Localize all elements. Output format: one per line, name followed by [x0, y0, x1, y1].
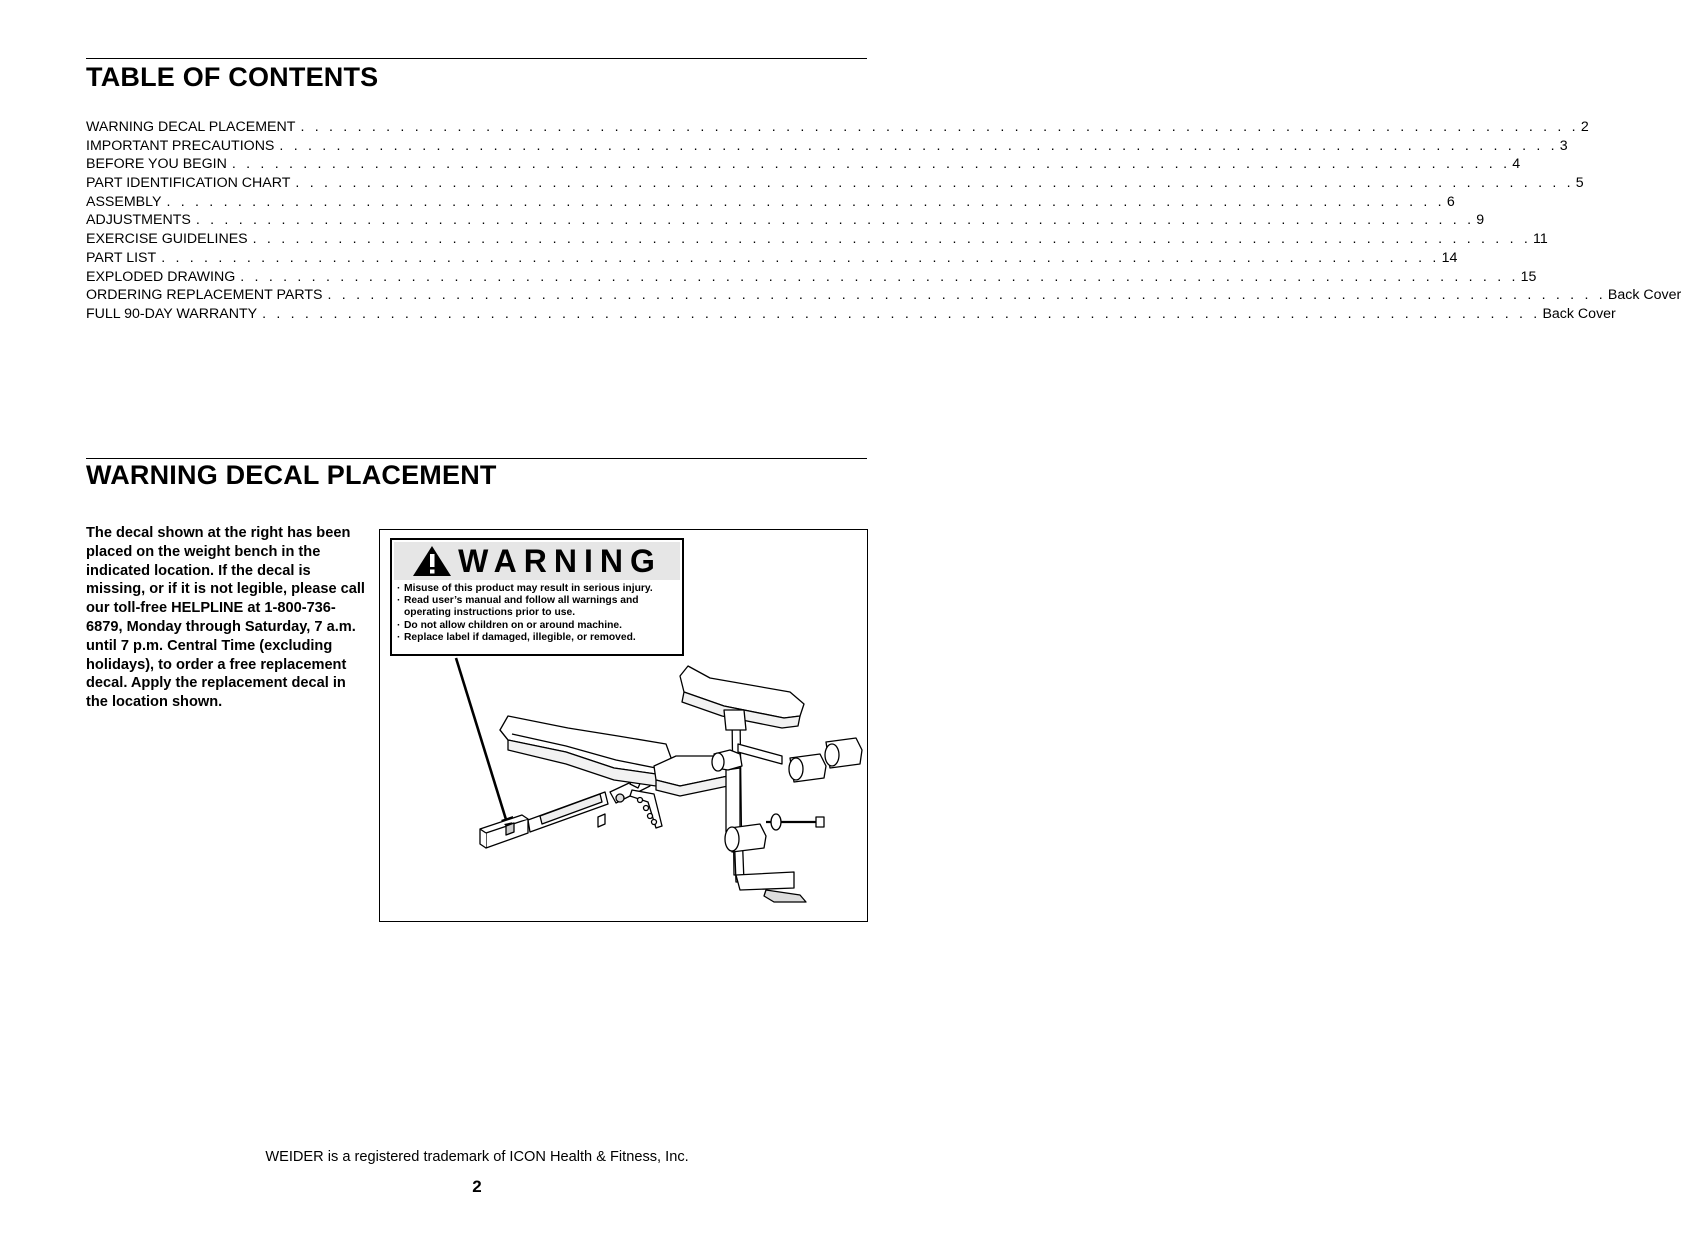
toc-entry: [86, 287, 1681, 306]
toc-entry-title: EXPLODED DRAWING: [86, 268, 236, 285]
toc-entry-title: WARNING DECAL PLACEMENT: [86, 119, 296, 135]
warning-decal-item: · Read user’s manual and follow all warnings and operating instructions prior to use.: [397, 595, 679, 619]
top-rule: [86, 58, 867, 59]
toc-entry-title: BEFORE YOU BEGIN: [86, 156, 227, 173]
toc-entry-page: 2: [1580, 119, 1589, 135]
decal-figure: [379, 529, 868, 922]
toc-dot-leader: . . . . . . . . . . . . . . . . . . . . . . . . . . . . . . . . . . . . . . . . . . . . . . . . . . . . . . . . . . . . . . . . . . . . . . . . . . . . . . . . . . . . . . . . . .: [161, 249, 1440, 266]
warning-decal-header: [394, 542, 680, 580]
toc-dot-leader: . . . . . . . . . . . . . . . . . . . . . . . . . . . . . . . . . . . . . . . . . . . . . . . . . . . . . . . . . . . . . . . . . . . . . . . . . . . . . . . . . . . . . . . . . .: [240, 268, 1519, 285]
toc-entry: [86, 249, 1458, 269]
decal-instructions: The decal shown at the right has been placed on the weight bench in the indicated location. If the decal is missing, or if it is not legible, please call our toll-free HELPLINE at 1-800-736-6879, Monday through Saturday, 7 a.m. until 7 p.m. Central Time (excluding holidays), to order a free replacement decal. Apply the replacement decal in the location shown.: [86, 525, 365, 711]
warning-decal-title: WARNING: [458, 542, 662, 579]
warning-decal-list: [392, 583, 682, 644]
toc-entry: [86, 193, 1455, 213]
toc-entry: [86, 175, 1584, 194]
toc-dot-leader: . . . . . . . . . . . . . . . . . . . . . . . . . . . . . . . . . . . . . . . . . . . . . . . . . . . . . . . . . . . . . . . . . . . . . . . . . . . . . . . . . . . . . . . . . .: [231, 156, 1511, 173]
toc-dot-leader: . . . . . . . . . . . . . . . . . . . . . . . . . . . . . . . . . . . . . . . . . . . . . . . . . . . . . . . . . . . . . . . . . . . . . . . . . . . . . . . . . . . . . . . . . .: [300, 119, 1579, 135]
toc-dot-leader: . . . . . . . . . . . . . . . . . . . . . . . . . . . . . . . . . . . . . . . . . . . . . . . . . . . . . . . . . . . . . . . . . . . . . . . . . . . . . . . . . . . . . . . . . .: [166, 193, 1445, 210]
page-number: 2: [472, 1177, 482, 1196]
toc-entry-page: 3: [1559, 137, 1568, 154]
table-of-contents: [86, 119, 1681, 325]
warning-decal-item: · Replace label if damaged, illegible, or removed.: [397, 632, 679, 644]
toc-entry: [86, 305, 1616, 325]
trademark-note: WEIDER is a registered trademark of ICON Health & Fitness, Inc.: [265, 1149, 689, 1165]
warning-triangle-icon: [412, 545, 452, 577]
toc-title: TABLE OF CONTENTS: [86, 62, 379, 92]
toc-entry: [86, 156, 1521, 175]
toc-dot-leader: . . . . . . . . . . . . . . . . . . . . . . . . . . . . . . . . . . . . . . . . . . . . . . . . . . . . . . . . . . . . . . . . . . . . . . . . . . . . . . . . . . . . . . . . . .: [262, 305, 1541, 322]
warning-decal: [390, 538, 684, 656]
toc-entry: [86, 212, 1485, 231]
toc-entry-title: FULL 90-DAY WARRANTY: [86, 305, 258, 322]
toc-entry-page: 15: [1520, 268, 1537, 285]
toc-entry-title: IMPORTANT PRECAUTIONS: [86, 137, 275, 154]
toc-dot-leader: . . . . . . . . . . . . . . . . . . . . . . . . . . . . . . . . . . . . . . . . . . . . . . . . . . . . . . . . . . . . . . . . . . . . . . . . . . . . . . . . . . . . . . . . . .: [252, 231, 1532, 248]
warning-decal-item: · Do not allow children on or around machine.: [397, 620, 679, 632]
toc-entry: [86, 119, 1589, 138]
toc-entry-title: ASSEMBLY: [86, 193, 162, 210]
warning-decal-item: · Misuse of this product may result in serious injury.: [397, 583, 679, 595]
toc-entry: [86, 268, 1537, 288]
toc-entry-page: 5: [1575, 175, 1584, 192]
toc-entry-title: ORDERING REPLACEMENT PARTS: [86, 287, 323, 304]
toc-entry-page: 9: [1476, 212, 1485, 229]
toc-entry-page: Back Cover: [1542, 305, 1616, 322]
toc-entry-page: 4: [1512, 156, 1521, 173]
toc-dot-leader: . . . . . . . . . . . . . . . . . . . . . . . . . . . . . . . . . . . . . . . . . . . . . . . . . . . . . . . . . . . . . . . . . . . . . . . . . . . . . . . . . . . . . . . . . .: [279, 137, 1558, 154]
section-rule: [86, 458, 867, 459]
toc-entry-title: PART LIST: [86, 249, 157, 266]
section-title-warning-decal: WARNING DECAL PLACEMENT: [86, 460, 497, 490]
toc-dot-leader: . . . . . . . . . . . . . . . . . . . . . . . . . . . . . . . . . . . . . . . . . . . . . . . . . . . . . . . . . . . . . . . . . . . . . . . . . . . . . . . . . . . . . . . . . .: [327, 287, 1606, 304]
toc-entry-page: 11: [1533, 231, 1548, 248]
toc-entry-title: EXERCISE GUIDELINES: [86, 231, 248, 248]
toc-entry-page: 14: [1441, 249, 1458, 266]
toc-entry-page: 6: [1446, 193, 1455, 210]
toc-entry-title: PART IDENTIFICATION CHART: [86, 175, 291, 192]
toc-entry: [86, 137, 1568, 157]
toc-dot-leader: . . . . . . . . . . . . . . . . . . . . . . . . . . . . . . . . . . . . . . . . . . . . . . . . . . . . . . . . . . . . . . . . . . . . . . . . . . . . . . . . . . . . . . . . . .: [195, 212, 1475, 229]
toc-dot-leader: . . . . . . . . . . . . . . . . . . . . . . . . . . . . . . . . . . . . . . . . . . . . . . . . . . . . . . . . . . . . . . . . . . . . . . . . . . . . . . . . . . . . . . . . . .: [295, 175, 1574, 192]
toc-entry-title: ADJUSTMENTS: [86, 212, 191, 229]
toc-entry: [86, 231, 1548, 250]
toc-entry-page: Back Cover: [1607, 287, 1681, 304]
